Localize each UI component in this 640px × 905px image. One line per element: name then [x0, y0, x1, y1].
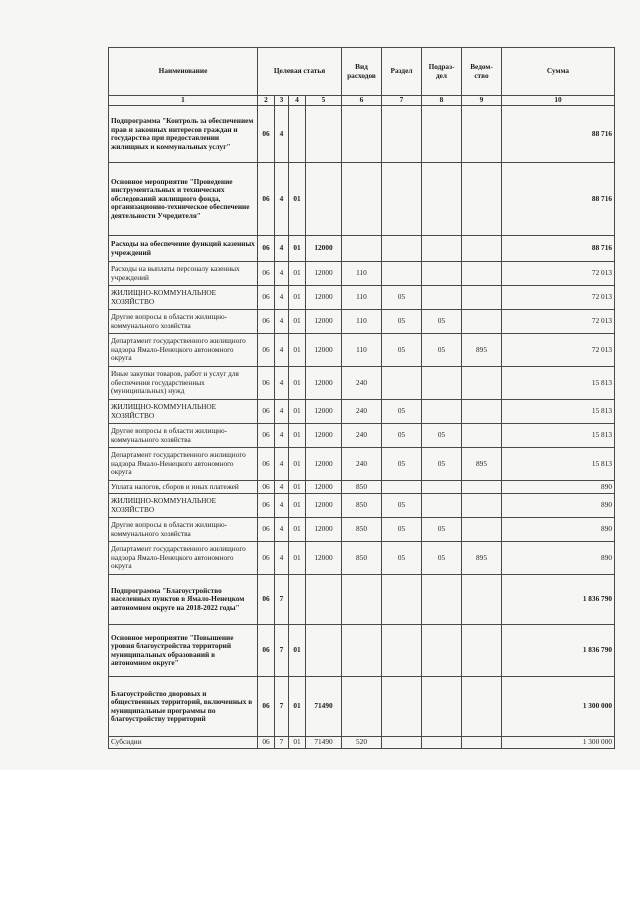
row-code-program: 06 — [258, 334, 275, 367]
row-department — [462, 481, 502, 494]
row-name: Благоустройство дворовых и общественных территорий, включенных в муниципальные программы по благоустройству территорий — [109, 677, 258, 737]
row-code-event: 01 — [289, 286, 306, 310]
row-code-direction — [306, 575, 342, 625]
row-subsection — [422, 737, 462, 749]
row-name: Расходы на обеспечение функций казенных учреждений — [109, 236, 258, 262]
column-number: 6 — [342, 96, 382, 106]
row-expense-type: 850 — [342, 494, 382, 518]
table-row — [109, 448, 615, 481]
row-expense-type: 110 — [342, 286, 382, 310]
row-expense-type: 110 — [342, 334, 382, 367]
table-row — [109, 163, 615, 236]
row-department — [462, 262, 502, 286]
table-row — [109, 106, 615, 163]
row-sum: 1 836 790 — [502, 625, 615, 677]
row-section — [382, 481, 422, 494]
row-department — [462, 106, 502, 163]
row-subsection: 05 — [422, 448, 462, 481]
row-code-direction: 12000 — [306, 236, 342, 262]
row-name: Подпрограмма "Контроль за обеспечением прав и законных интересов граждан и государства при предоставлении жилищных и коммунальных услуг" — [109, 106, 258, 163]
row-name: Субсидии — [109, 737, 258, 749]
row-code-event: 01 — [289, 236, 306, 262]
row-sum: 1 300 000 — [502, 677, 615, 737]
table-row — [109, 236, 615, 262]
row-sum: 890 — [502, 542, 615, 575]
header-subsection: Подраз-дел — [422, 48, 462, 96]
row-sum: 890 — [502, 481, 615, 494]
row-code-direction — [306, 163, 342, 236]
table-row — [109, 677, 615, 737]
row-sum: 1 300 000 — [502, 737, 615, 749]
row-sum: 1 836 790 — [502, 575, 615, 625]
row-code-event: 01 — [289, 163, 306, 236]
row-code-program: 06 — [258, 236, 275, 262]
row-expense-type: 240 — [342, 400, 382, 424]
column-number: 3 — [275, 96, 289, 106]
row-section: 05 — [382, 448, 422, 481]
row-code-subprogram: 7 — [275, 737, 289, 749]
table-row — [109, 262, 615, 286]
row-subsection: 05 — [422, 542, 462, 575]
row-subsection — [422, 163, 462, 236]
row-code-program: 06 — [258, 448, 275, 481]
table-row — [109, 542, 615, 575]
column-number: 7 — [382, 96, 422, 106]
row-subsection — [422, 286, 462, 310]
row-code-subprogram: 4 — [275, 448, 289, 481]
table-row — [109, 494, 615, 518]
row-subsection — [422, 400, 462, 424]
row-expense-type: 850 — [342, 481, 382, 494]
row-code-event: 01 — [289, 448, 306, 481]
row-expense-type — [342, 163, 382, 236]
row-code-direction: 71490 — [306, 677, 342, 737]
row-code-program: 06 — [258, 542, 275, 575]
row-code-direction: 12000 — [306, 448, 342, 481]
row-section: 05 — [382, 334, 422, 367]
row-code-event — [289, 106, 306, 163]
row-code-event: 01 — [289, 625, 306, 677]
column-number: 9 — [462, 96, 502, 106]
table-row — [109, 625, 615, 677]
row-subsection — [422, 575, 462, 625]
header-department: Ведом-ство — [462, 48, 502, 96]
row-expense-type: 850 — [342, 518, 382, 542]
row-code-event: 01 — [289, 494, 306, 518]
row-name: Основное мероприятие "Проведение инструментальных и технических обследований жилищного фонда, организационно-техническое обеспечение деятельности Учредителя" — [109, 163, 258, 236]
row-code-event: 01 — [289, 424, 306, 448]
row-subsection — [422, 236, 462, 262]
row-code-program: 06 — [258, 625, 275, 677]
row-department: 895 — [462, 334, 502, 367]
table-row — [109, 367, 615, 400]
row-code-direction: 12000 — [306, 367, 342, 400]
row-department — [462, 163, 502, 236]
row-code-direction: 12000 — [306, 542, 342, 575]
row-department — [462, 310, 502, 334]
row-sum: 15 813 — [502, 424, 615, 448]
row-expense-type: 240 — [342, 448, 382, 481]
row-code-direction: 12000 — [306, 400, 342, 424]
row-section: 05 — [382, 518, 422, 542]
header-row — [109, 48, 615, 96]
row-name: Иные закупки товаров, работ и услуг для обеспечения государственных (муниципальных) нужд — [109, 367, 258, 400]
row-code-program: 06 — [258, 481, 275, 494]
table-row — [109, 286, 615, 310]
table-row — [109, 424, 615, 448]
row-code-event — [289, 575, 306, 625]
table-row — [109, 481, 615, 494]
row-name: Департамент государственного жилищного надзора Ямало-Ненецкого автономного округа — [109, 542, 258, 575]
row-expense-type — [342, 236, 382, 262]
row-section: 05 — [382, 494, 422, 518]
row-expense-type: 110 — [342, 262, 382, 286]
row-code-program: 06 — [258, 262, 275, 286]
row-name: Департамент государственного жилищного надзора Ямало-Ненецкого автономного округа — [109, 334, 258, 367]
row-name: ЖИЛИЩНО-КОММУНАЛЬНОЕ ХОЗЯЙСТВО — [109, 494, 258, 518]
row-section: 05 — [382, 542, 422, 575]
row-department — [462, 575, 502, 625]
column-number: 2 — [258, 96, 275, 106]
row-section — [382, 575, 422, 625]
table-body — [109, 48, 615, 749]
row-code-subprogram: 4 — [275, 310, 289, 334]
row-sum: 890 — [502, 494, 615, 518]
row-subsection: 05 — [422, 424, 462, 448]
row-section — [382, 625, 422, 677]
row-code-subprogram: 7 — [275, 677, 289, 737]
row-expense-type — [342, 575, 382, 625]
row-expense-type: 240 — [342, 367, 382, 400]
row-code-subprogram: 4 — [275, 400, 289, 424]
column-number: 8 — [422, 96, 462, 106]
row-name: Другие вопросы в области жилищно-коммунального хозяйства — [109, 310, 258, 334]
row-code-subprogram: 4 — [275, 542, 289, 575]
row-code-event: 01 — [289, 481, 306, 494]
row-sum: 15 813 — [502, 400, 615, 424]
row-code-direction — [306, 625, 342, 677]
row-section: 05 — [382, 286, 422, 310]
column-number: 10 — [502, 96, 615, 106]
page-margin — [0, 770, 640, 905]
row-code-subprogram: 4 — [275, 518, 289, 542]
row-code-program: 06 — [258, 575, 275, 625]
row-expense-type — [342, 106, 382, 163]
header-section: Раздел — [382, 48, 422, 96]
row-sum: 15 813 — [502, 367, 615, 400]
row-code-direction: 12000 — [306, 286, 342, 310]
table-row — [109, 518, 615, 542]
row-code-program: 06 — [258, 106, 275, 163]
row-code-event: 01 — [289, 737, 306, 749]
row-code-subprogram: 4 — [275, 481, 289, 494]
row-name: Департамент государственного жилищного надзора Ямало-Ненецкого автономного округа — [109, 448, 258, 481]
row-code-direction: 71490 — [306, 737, 342, 749]
row-code-event: 01 — [289, 518, 306, 542]
column-number-row — [109, 96, 615, 106]
row-code-subprogram: 4 — [275, 286, 289, 310]
row-code-direction: 12000 — [306, 481, 342, 494]
row-code-subprogram: 4 — [275, 236, 289, 262]
row-department — [462, 677, 502, 737]
row-expense-type: 110 — [342, 310, 382, 334]
row-name: ЖИЛИЩНО-КОММУНАЛЬНОЕ ХОЗЯЙСТВО — [109, 286, 258, 310]
row-name: Другие вопросы в области жилищно-коммунального хозяйства — [109, 424, 258, 448]
row-sum: 15 813 — [502, 448, 615, 481]
budget-table — [108, 47, 615, 749]
row-code-subprogram: 4 — [275, 367, 289, 400]
row-code-program: 06 — [258, 367, 275, 400]
row-code-event: 01 — [289, 310, 306, 334]
row-code-program: 06 — [258, 677, 275, 737]
row-section — [382, 677, 422, 737]
row-department: 895 — [462, 542, 502, 575]
row-code-subprogram: 7 — [275, 625, 289, 677]
row-department — [462, 424, 502, 448]
row-code-direction: 12000 — [306, 518, 342, 542]
row-department — [462, 737, 502, 749]
row-code-direction: 12000 — [306, 424, 342, 448]
row-subsection: 05 — [422, 518, 462, 542]
row-sum: 72 013 — [502, 310, 615, 334]
header-name: Наименование — [109, 48, 258, 96]
column-number: 4 — [289, 96, 306, 106]
row-sum: 88 716 — [502, 163, 615, 236]
row-name: Подпрограмма "Благоустройство населенных пунктов в Ямало-Ненецком автономном округе на 2018-2022 годы" — [109, 575, 258, 625]
row-code-subprogram: 4 — [275, 494, 289, 518]
row-expense-type: 240 — [342, 424, 382, 448]
row-name: ЖИЛИЩНО-КОММУНАЛЬНОЕ ХОЗЯЙСТВО — [109, 400, 258, 424]
row-subsection — [422, 494, 462, 518]
row-code-subprogram: 4 — [275, 106, 289, 163]
row-department — [462, 400, 502, 424]
row-section — [382, 163, 422, 236]
row-code-program: 06 — [258, 737, 275, 749]
row-code-subprogram: 4 — [275, 334, 289, 367]
row-department — [462, 236, 502, 262]
row-code-event: 01 — [289, 334, 306, 367]
row-code-event: 01 — [289, 542, 306, 575]
row-section: 05 — [382, 310, 422, 334]
row-sum: 72 013 — [502, 334, 615, 367]
row-expense-type: 520 — [342, 737, 382, 749]
row-code-program: 06 — [258, 163, 275, 236]
row-expense-type — [342, 677, 382, 737]
row-subsection — [422, 481, 462, 494]
row-name: Другие вопросы в области жилищно-коммунального хозяйства — [109, 518, 258, 542]
row-department: 895 — [462, 448, 502, 481]
row-department — [462, 518, 502, 542]
header-sum: Сумма — [502, 48, 615, 96]
row-code-program: 06 — [258, 494, 275, 518]
row-code-direction: 12000 — [306, 262, 342, 286]
row-name: Основное мероприятие "Повышение уровня благоустройства территорий муниципальных образований в автономном округе" — [109, 625, 258, 677]
column-number: 5 — [306, 96, 342, 106]
row-section — [382, 262, 422, 286]
row-department — [462, 494, 502, 518]
row-subsection: 05 — [422, 310, 462, 334]
row-subsection — [422, 262, 462, 286]
row-code-direction: 12000 — [306, 310, 342, 334]
row-code-direction: 12000 — [306, 494, 342, 518]
row-code-event: 01 — [289, 367, 306, 400]
row-subsection: 05 — [422, 334, 462, 367]
row-subsection — [422, 367, 462, 400]
row-section — [382, 236, 422, 262]
row-code-direction: 12000 — [306, 334, 342, 367]
row-name: Расходы на выплаты персоналу казенных учреждений — [109, 262, 258, 286]
table-row — [109, 575, 615, 625]
row-section: 05 — [382, 400, 422, 424]
row-department — [462, 625, 502, 677]
row-subsection — [422, 625, 462, 677]
row-code-program: 06 — [258, 400, 275, 424]
row-sum: 890 — [502, 518, 615, 542]
row-subsection — [422, 677, 462, 737]
row-sum: 72 013 — [502, 286, 615, 310]
row-code-subprogram: 7 — [275, 575, 289, 625]
column-number: 1 — [109, 96, 258, 106]
table-row — [109, 310, 615, 334]
row-section: 05 — [382, 424, 422, 448]
row-code-program: 06 — [258, 518, 275, 542]
row-name: Уплата налогов, сборов и иных платежей — [109, 481, 258, 494]
table-row — [109, 400, 615, 424]
row-section — [382, 737, 422, 749]
row-subsection — [422, 106, 462, 163]
row-expense-type — [342, 625, 382, 677]
row-code-program: 06 — [258, 286, 275, 310]
row-expense-type: 850 — [342, 542, 382, 575]
table-row — [109, 334, 615, 367]
row-section — [382, 106, 422, 163]
row-department — [462, 286, 502, 310]
row-code-event: 01 — [289, 262, 306, 286]
row-section — [382, 367, 422, 400]
header-target-article: Целевая статья — [258, 48, 342, 96]
row-code-event: 01 — [289, 677, 306, 737]
row-code-event: 01 — [289, 400, 306, 424]
row-code-subprogram: 4 — [275, 424, 289, 448]
header-expense-type: Вид расходов — [342, 48, 382, 96]
row-sum: 88 716 — [502, 106, 615, 163]
table-row — [109, 737, 615, 749]
row-code-direction — [306, 106, 342, 163]
row-sum: 72 013 — [502, 262, 615, 286]
row-code-subprogram: 4 — [275, 262, 289, 286]
row-code-program: 06 — [258, 310, 275, 334]
row-code-subprogram: 4 — [275, 163, 289, 236]
row-sum: 88 716 — [502, 236, 615, 262]
row-code-program: 06 — [258, 424, 275, 448]
row-department — [462, 367, 502, 400]
